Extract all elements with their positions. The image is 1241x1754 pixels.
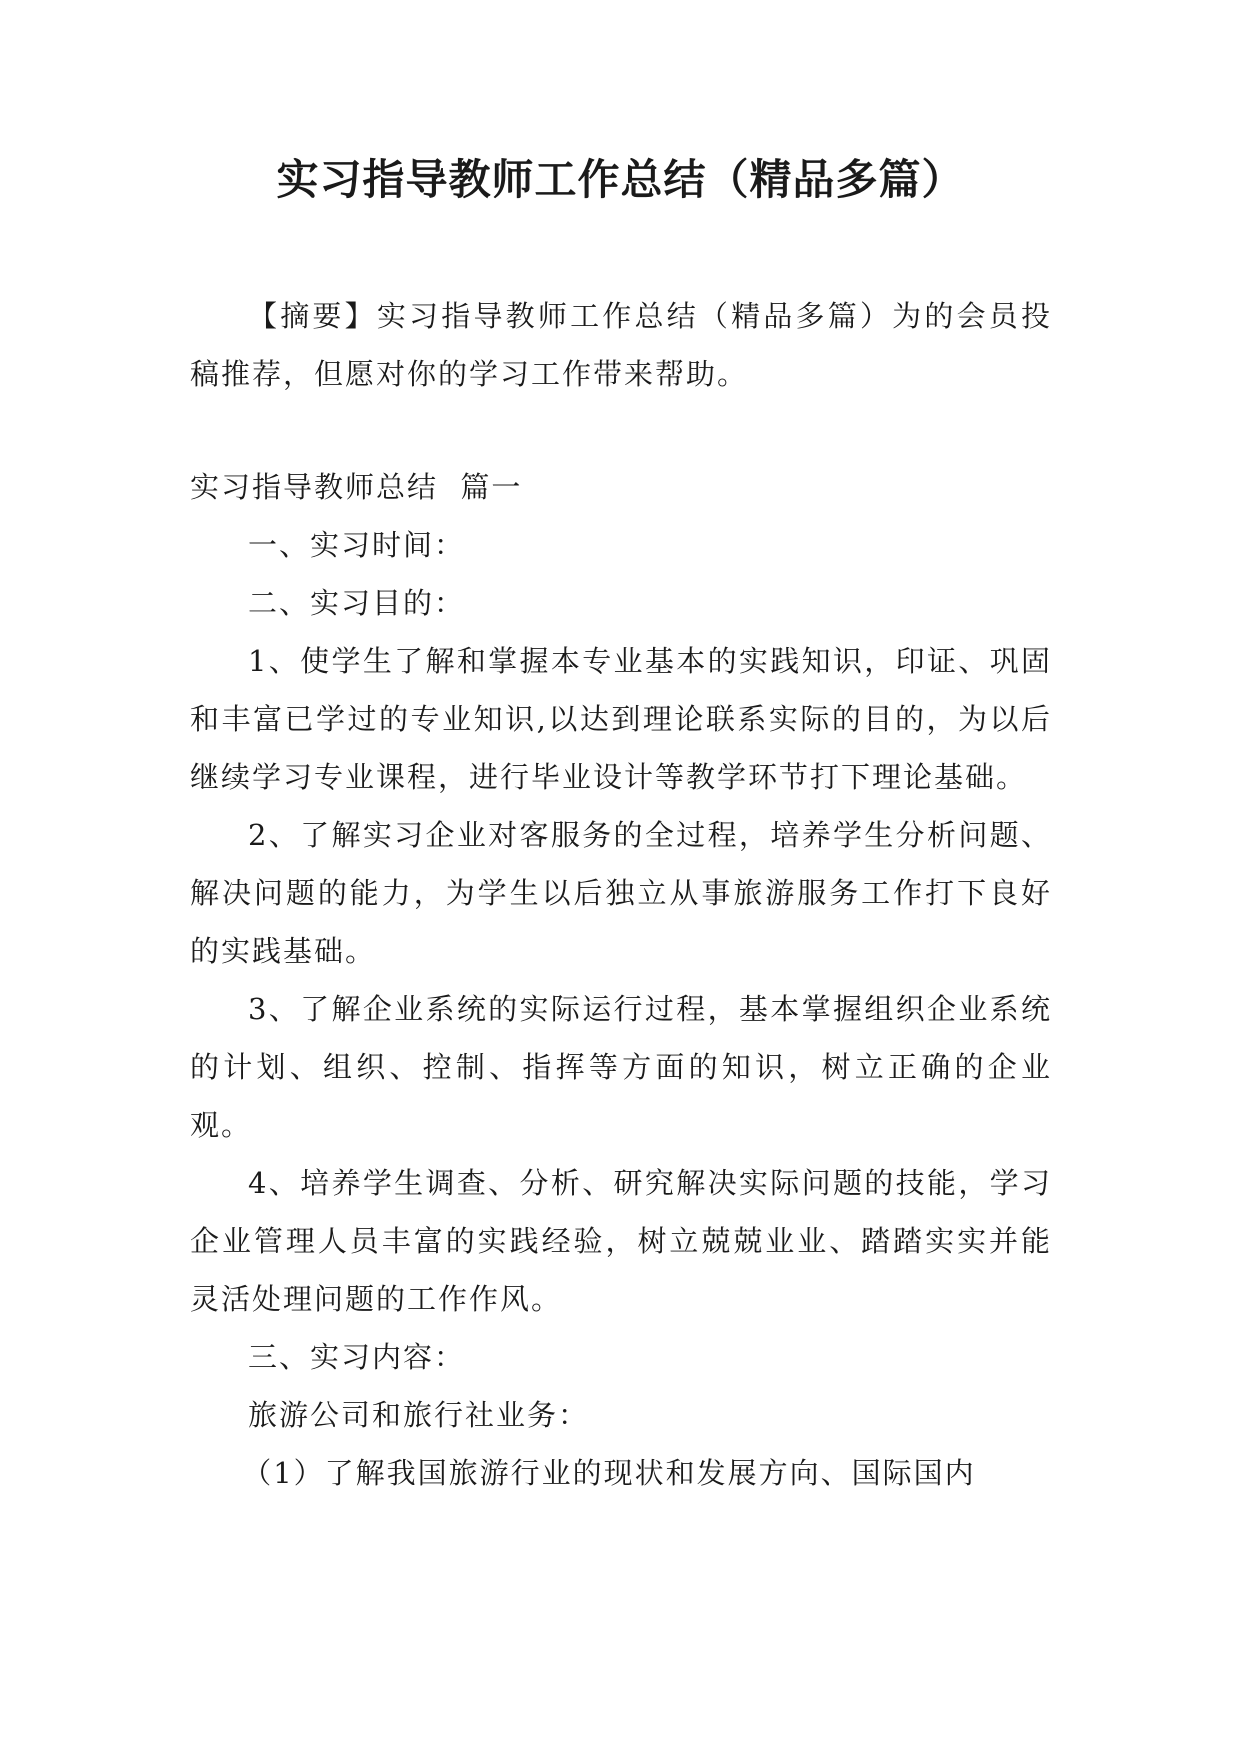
body-paragraph: 一、实习时间： (248, 528, 466, 562)
body-paragraph: 1、使学生了解和掌握本专业基本的实践知识，印证、巩固和丰富已学过的专业知识,以达到理论联系实际的目的，为以后继续学习专业课程，进行毕业设计等教学环节打下理论基础。 (190, 644, 1052, 794)
body-paragraph: 旅游公司和旅行社业务： (248, 1398, 590, 1432)
abstract-block (190, 287, 1052, 403)
body-paragraph: 2、了解实习企业对客服务的全过程，培养学生分析问题、解决问题的能力，为学生以后独立从事旅游服务工作打下良好的实践基础。 (190, 818, 1052, 968)
body-paragraph: （1）了解我国旅游行业的现状和发展方向、国际国内 (242, 1456, 976, 1490)
body-paragraph: 4、培养学生调查、分析、研究解决实际问题的技能，学习企业管理人员丰富的实践经验，树立兢兢业业、踏踏实实并能灵活处理问题的工作作风。 (190, 1166, 1052, 1316)
document-title: 实习指导教师工作总结（精品多篇） (276, 155, 965, 204)
abstract-paragraph: 【摘要】实习指导教师工作总结（精品多篇）为的会员投稿推荐，但愿对你的学习工作带来帮助。 (190, 299, 1052, 391)
section-heading: 实习指导教师总结 篇一 (190, 470, 523, 504)
body-paragraph: 3、了解企业系统的实际运行过程，基本掌握组织企业系统的计划、组织、控制、指挥等方面的知识，树立正确的企业观。 (190, 992, 1052, 1142)
document-body (190, 458, 1052, 1502)
body-paragraph: 三、实习内容： (248, 1340, 466, 1374)
body-paragraph: 二、实习目的： (248, 586, 466, 620)
